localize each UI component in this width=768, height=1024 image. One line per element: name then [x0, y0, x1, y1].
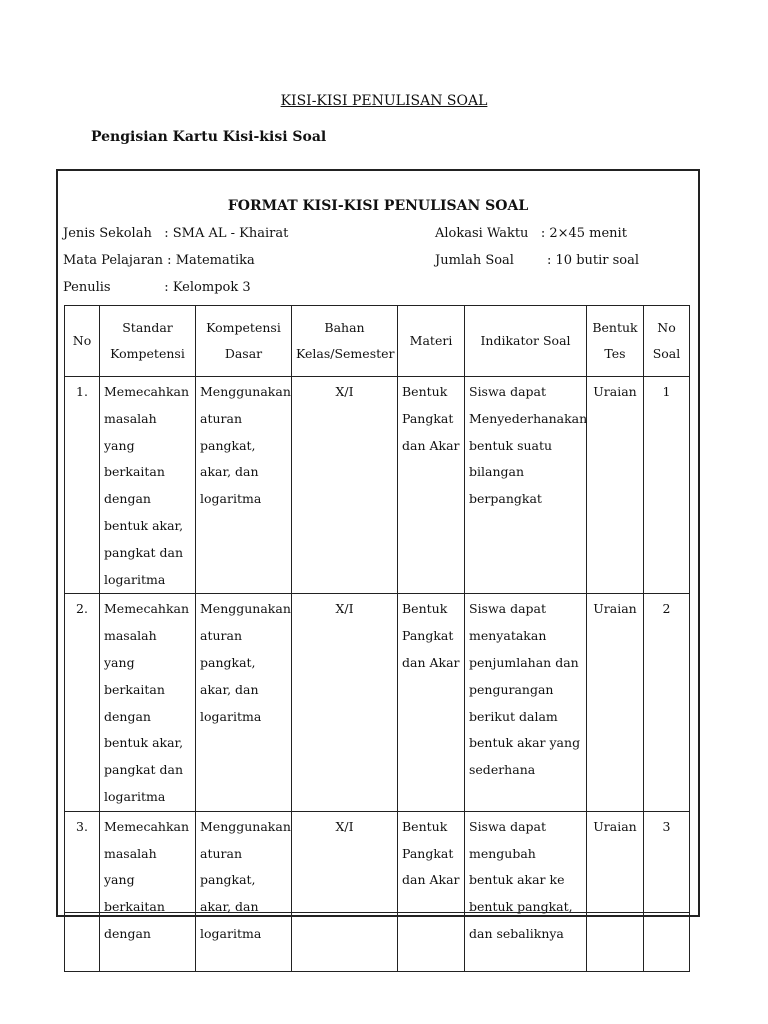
cell-indikator-soal: Siswa dapat mengubah bentuk akar ke bentuk pangkat, dan sebaliknya	[465, 811, 587, 971]
info-mata-pelajaran: Mata Pelajaran : Matematika	[63, 253, 255, 268]
info-jumlah-soal: Jumlah Soal : 10 butir soal	[435, 253, 640, 268]
cell-kompetensi-dasar: Menggunakan aturan pangkat, akar, dan logaritma	[196, 811, 292, 971]
cell-indikator-soal: Siswa dapat Menyederhanakan bentuk suatu bilangan berpangkat	[465, 377, 587, 594]
cell-kompetensi-dasar: Menggunakan aturan pangkat, akar, dan logaritma	[196, 377, 292, 594]
cell-bentuk-tes: Uraian	[587, 811, 644, 971]
cell-no-soal: 1	[644, 377, 690, 594]
table-row	[65, 594, 690, 811]
cell-materi: Bentuk Pangkat dan Akar	[398, 594, 465, 811]
info-penulis: Penulis : Kelompok 3	[63, 280, 251, 295]
cell-materi: Bentuk Pangkat dan Akar	[398, 811, 465, 971]
page-title: KISI-KISI PENULISAN SOAL	[280, 93, 488, 109]
header-no: No	[65, 306, 100, 377]
section-subtitle: Pengisian Kartu Kisi-kisi Soal	[91, 129, 327, 145]
cell-standar-kompetensi: Memecahkan masalah yang berkaitan dengan bentuk akar, pangkat dan logaritma	[100, 594, 196, 811]
table-row	[65, 377, 690, 594]
header-materi: Materi	[398, 306, 465, 377]
cell-no-soal: 3	[644, 811, 690, 971]
header-bahan-kelas-semester: Bahan Kelas/Semester	[292, 306, 398, 377]
cell-materi: Bentuk Pangkat dan Akar	[398, 377, 465, 594]
header-no-soal: No Soal	[644, 306, 690, 377]
cell-kompetensi-dasar: Menggunakan aturan pangkat, akar, dan logaritma	[196, 594, 292, 811]
table-bottom-border	[64, 912, 689, 913]
table-header-row	[65, 306, 690, 377]
cell-no: 1.	[65, 377, 100, 594]
cell-no: 2.	[65, 594, 100, 811]
cell-standar-kompetensi: Memecahkan masalah yang berkaitan dengan bentuk akar, pangkat dan logaritma	[100, 377, 196, 594]
header-kompetensi-dasar: Kompetensi Dasar	[196, 306, 292, 377]
cell-no-soal: 2	[644, 594, 690, 811]
kisi-kisi-frame	[56, 169, 700, 941]
format-title: FORMAT KISI-KISI PENULISAN SOAL	[227, 198, 529, 214]
cell-standar-kompetensi: Memecahkan masalah yang berkaitan dengan	[100, 811, 196, 971]
cell-no: 3.	[65, 811, 100, 971]
header-bentuk-tes: Bentuk Tes	[587, 306, 644, 377]
header-standar-kompetensi: Standar Kompetensi	[100, 306, 196, 377]
info-alokasi-waktu: Alokasi Waktu : 2×45 menit	[435, 226, 627, 241]
cell-indikator-soal: Siswa dapat menyatakan penjumlahan dan pengurangan berikut dalam bentuk akar yang sederhana	[465, 594, 587, 811]
cell-bentuk-tes: Uraian	[587, 594, 644, 811]
kisi-kisi-table	[64, 305, 690, 972]
header-indikator-soal: Indikator Soal	[465, 306, 587, 377]
table-row	[65, 811, 690, 971]
info-jenis-sekolah: Jenis Sekolah : SMA AL - Khairat	[63, 226, 289, 241]
cell-bahan: X/I	[292, 811, 398, 971]
cell-bahan: X/I	[292, 594, 398, 811]
cell-bahan: X/I	[292, 377, 398, 594]
cell-bentuk-tes: Uraian	[587, 377, 644, 594]
